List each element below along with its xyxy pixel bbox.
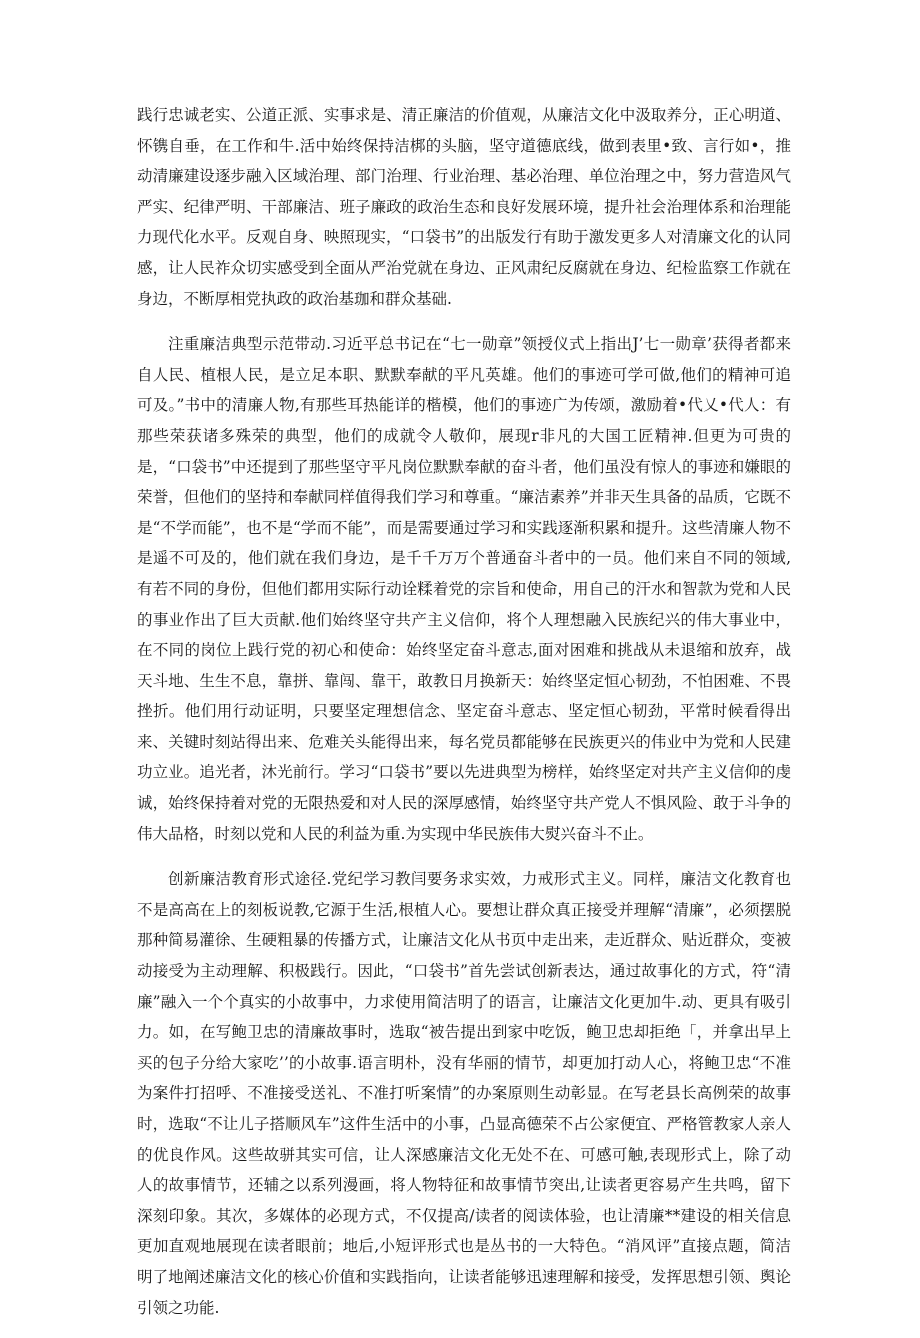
paragraph-education-forms: 创新廉洁教育形式途径.党纪学习教闫要务求实效，力戒形式主义。同样，廉洁文化教育也不是高高在上的刻板说教,它源于生活,根植人心。要想让群众真正接受并理解“清廉”，必须摆脱那种简易灌徐、生硬粗暴的传播方式，让廉洁文化从书页中走出来，走近群众、贴近群众，变被动接受为主动理解、积极践行。因此，“口袋书”首先尝试创新表达，通过故事化的方式，符“清廉”融入一个个真实的小故事中，力求使用简洁明了的语言，让廉洁文化更加牛.动、更具有吸引力。如，在写鲍卫忠的清廉故事时，选取“被告提出到家中吃饭，鲍卫忠却拒绝「，并拿出早上买的包子分给大家吃’’的小故事.语言明朴，没有华丽的情节，却更加打动人心，将鲍卫忠“不准为案件打招呼、不准接受送礼、不准打听案情”的办案原则生动彰显。在写老县长高例荣的故事时，选取“不让儿子搭顺风车”这件生活中的小事，凸显高德荣不占公家便宜、严格管教家人亲人的优良作风。这些故骈其实可信，让人深感廉洁文化无处不在、可感可触,表现形式上，除了动人的故事情节，还辅之以系列漫画，将人物特征和故事情节突出,让读者更容易产生共鸣，留下深刻印象。其次，多媒体的必现方式，不仅提高/读者的阅读体验，也让清廉**建设的相关信息更加直观地展现在读者眼前；地后,小短评形式也是丛书的一大特色。“消风评”直接点题，简洁明了地阐述廉洁文化的核心价值和实践指向，让读者能够迅速理解和接受，发挥思想引领、舆论引领之功能. [137,870,791,1317]
paragraph-integrity-values: 践行忠诚老实、公道正派、实事求是、清正廉洁的价值观，从廉洁文化中汲取养分，正心明道、怀镌自垂，在工作和牛.活中始终保持洁梆的头脑，坚守道德底线，做到表里•致、言行如•，推动清廉建设逐步融入区域治理、部门治理、行业治理、基必治理、单位治理之中，努力营造风气严实、纪律严明、干部廉洁、班子廉政的政治生态和良好发展环境，提升社会治理体系和治理能力现代化水平。反观自身、映照现实，“口袋书”的出版发行有助于激发更多人对清廉文化的认同感，让人民祚众切实感受到全面从严治党就在身边、正风肃纪反腐就在身边、纪检监察工作就在身边，不断厚相党执政的政治基珈和群众基础. [137,106,791,308]
paragraph-role-models: 注重廉洁典型示范带动.习近平总书记在“七一勋章”领授仪式上指出J’七一勋章’获得者都来自人民、植根人民，是立足本职、默默奉献的平凡英雄。他们的事迹可学可做,他们的精神可追可及。”书中的清廉人物,有那些耳热能详的楷模，他们的事迹广为传颂，激励着•代乂•代人：有那些荣获诸多殊荣的典型，他们的成就令人敬仰，展现r非凡的大国工匠精神.但更为可贵的是，“口袋书”中还提到了那些坚守平凡岗位默默奉献的奋斗者，他们虽没有惊人的事迹和嫌眼的荣誉，但他们的坚持和奉献同样值得我们学习和尊重。“廉洁素养”并非天生具备的品质，它既不是“不学而能”，也不是“学而不能”，而是需要通过学习和实践逐渐积累和提升。这些清廉人物不是遥不可及的，他们就在我们身边，是千千万万个普通奋斗者中的一员。他们来自不同的领域,有若不同的身份，但他们都用实际行动诠糅着党的宗旨和使命，用自己的汗水和智款为党和人民的事业作出了巨大贡献.他们始终坚守共产主义信仰，将个人理想融入民族纪兴的伟大事业中，在不同的岗位上践行党的初心和使命：始终坚定奋斗意志,面对困难和挑战从未退缩和放弃，战天斗地、生生不息，靠拼、靠闯、靠干，敢教日月换新天：始终坚定恒心韧劲，不怕困难、不畏挫折。他们用行动证明，只要坚定理想信念、坚定奋斗意志、坚定恒心韧劲，平常时候看得出来、关键时刻站得出来、危难关头能得出来，每名党员都能够在民族更兴的伟业中为党和人民建功立业。追光者，沐光前行。学习“口袋书”要以先进典型为榜样，始终坚定对共产主义信仰的虔诚，始终保持着对党的无限热爱和对人民的深厚感情，始终坚守共产党人不惧风险、敢于斗争的伟大品格，时刻以党和人民的利益为重.为实现中华民族伟大熨兴奋斗不止。 [137,335,791,843]
document-body [137,100,791,1338]
